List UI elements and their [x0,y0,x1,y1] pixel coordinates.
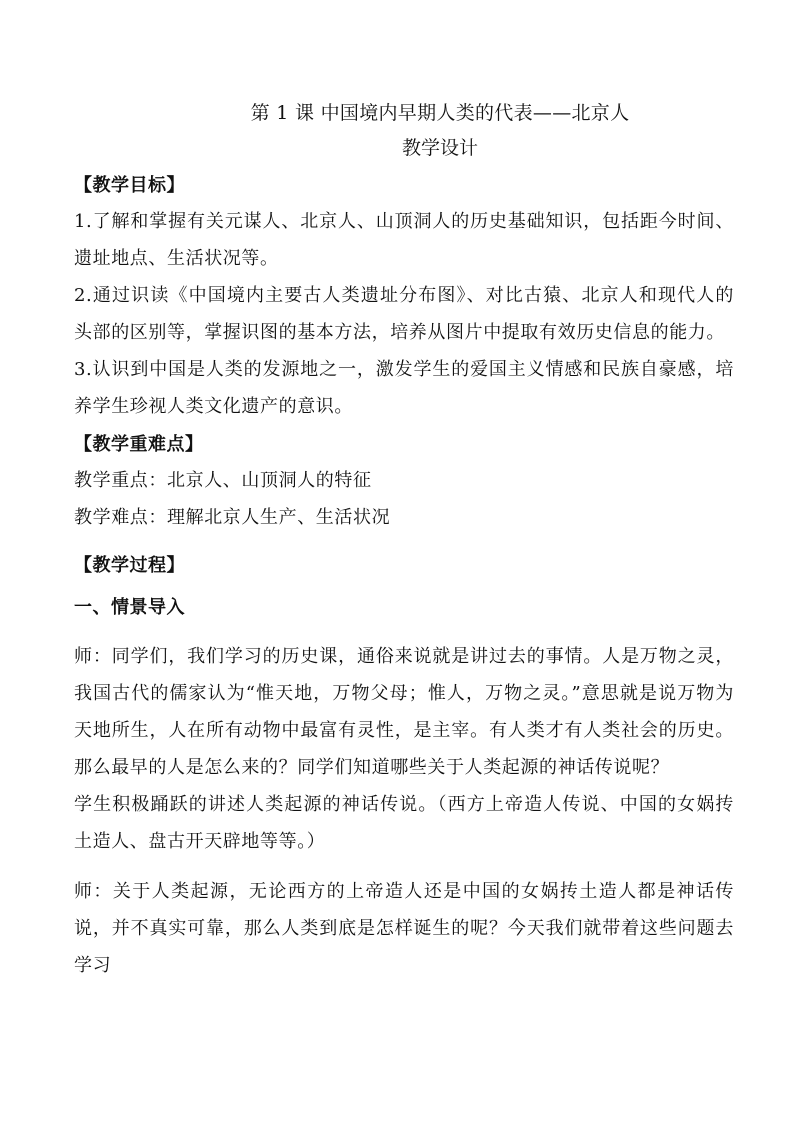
teacher-paragraph-2: 师：关于人类起源，无论西方的上帝造人还是中国的女娲抟土造人都是神话传说，并不真实可靠，那么人类到底是怎样诞生的呢？今天我们就带着这些问题去学习 [74,881,734,976]
teacher-paragraph-1: 师：同学们，我们学习的历史课，通俗来说就是讲过去的事情。人是万物之灵，我国古代的儒家认为“惟天地，万物父母；惟人，万物之灵。”意思就是说万物为天地所生，人在所有动物中最富有灵性，是主宰。有人类才有人类社会的历史。那么最早的人是怎么来的？同学们知道哪些关于人类起源的神话传说呢？ [74,646,734,778]
objectives-heading: 【教学目标】 [74,175,185,196]
lesson-subtitle: 教学设计 [401,137,478,159]
process-heading: 【教学过程】 [74,555,185,576]
objective-item-1: 1.了解和掌握有关元谋人、北京人、山顶洞人的历史基础知识，包括距今时间、遗址地点、生活状况等。 [74,211,734,269]
lesson-title: 第 1 课 中国境内早期人类的代表——北京人 [250,102,630,124]
document-body [74,101,734,984]
objective-item-3: 3.认识到中国是人类的发源地之一，激发学生的爱国主义情感和民族自豪感，培养学生珍视人类文化遗产的意识。 [74,359,734,417]
key-points-heading: 【教学重难点】 [74,434,204,455]
teaching-difficulty: 教学难点：理解北京人生产、生活状况 [74,507,391,528]
objective-item-2: 2.通过识读《中国境内主要古人类遗址分布图》、对比古猿、北京人和现代人的头部的区别等，掌握识图的基本方法，培养从图片中提取有效历史信息的能力。 [74,285,734,343]
student-paragraph: 学生积极踊跃的讲述人类起源的神话传说。（西方上帝造人传说、中国的女娲抟土造人、盘古开天辟地等等。） [74,794,734,852]
teaching-focus: 教学重点：北京人、山顶洞人的特征 [74,470,372,491]
intro-section-heading: 一、情景导入 [74,597,185,618]
